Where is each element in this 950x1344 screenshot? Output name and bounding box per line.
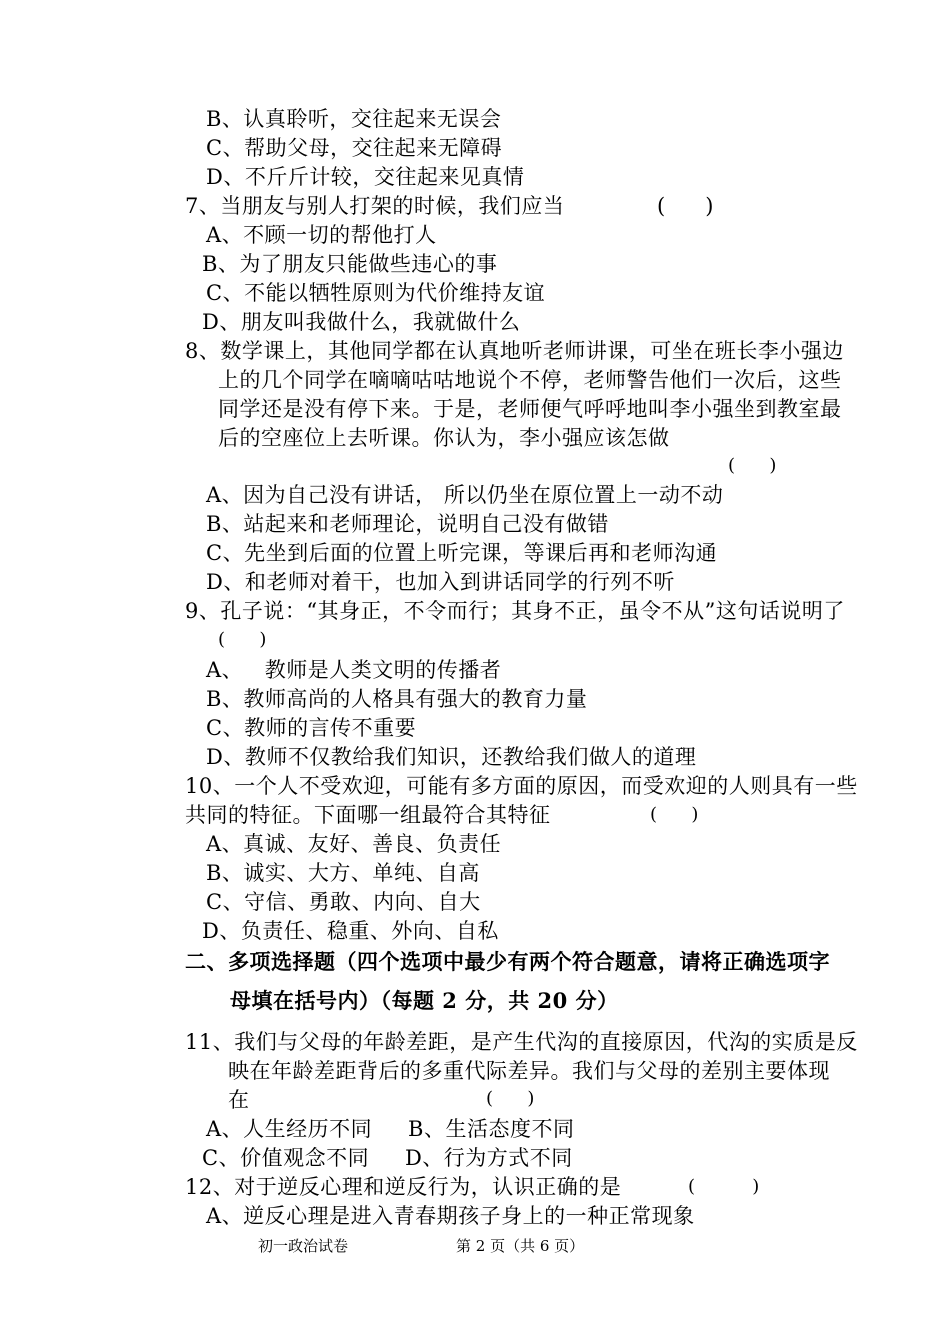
q8-stem-line1: 8、数学课上，其他同学都在认真地听老师讲课，可坐在班长李小强边 (185, 339, 844, 363)
q12-answer-blank: ( ) (688, 1176, 760, 1197)
footer-exam-title: 初一政治试卷 (258, 1237, 349, 1255)
q12-option-a: A、逆反心理是进入青春期孩子身上的一种正常现象 (206, 1204, 695, 1228)
footer-page-number: 第 2 页（共 6 页） (456, 1237, 585, 1255)
q10-option-c: C、守信、勇敢、内向、自大 (206, 890, 481, 914)
q11-answer-blank: ( ) (486, 1088, 535, 1109)
q6-option-b: B、认真聆听，交往起来无误会 (206, 107, 502, 131)
q11-stem-line2: 映在年龄差距背后的多重代际差异。我们与父母的差别主要体现 (228, 1059, 830, 1083)
q11-stem-line1: 11、我们与父母的年龄差距，是产生代沟的直接原因，代沟的实质是反 (185, 1030, 858, 1054)
q8-option-a: A、因为自己没有讲话， 所以仍坐在原位置上一动不动 (206, 483, 724, 507)
q10-answer-blank: ( ) (650, 804, 699, 825)
q9-answer-blank: ( ) (218, 629, 267, 650)
q9-option-d: D、教师不仅教给我们知识，还教给我们做人的道理 (206, 745, 697, 769)
q6-option-c: C、帮助父母，交往起来无障碍 (206, 136, 503, 160)
q7-option-d: D、朋友叫我做什么，我就做什么 (202, 310, 521, 334)
q7-answer-blank: ( ) (657, 194, 714, 218)
section-2-heading-line2: 母填在括号内）（每题 2 分，共 20 分） (230, 988, 619, 1013)
q8-option-b: B、站起来和老师理论，说明自己没有做错 (206, 512, 609, 536)
q12-stem: 12、对于逆反心理和逆反行为，认识正确的是 (185, 1175, 622, 1199)
q8-stem-line4: 后的空座位上去听课。你认为，李小强应该怎做 (218, 426, 670, 450)
q8-option-c: C、先坐到后面的位置上听完课，等课后再和老师沟通 (206, 541, 718, 565)
q7-option-b: B、为了朋友只能做些违心的事 (202, 252, 498, 276)
q9-option-c: C、教师的言传不重要 (206, 716, 417, 740)
q9-stem: 9、孔子说：“其身正，不令而行；其身不正，虽令不从”这句话说明了 (185, 599, 845, 623)
q11-options-cd: C、价值观念不同 D、行为方式不同 (202, 1146, 573, 1170)
q10-stem-line1: 10、一个人不受欢迎，可能有多方面的原因，而受欢迎的人则具有一些 (185, 774, 858, 798)
q11-stem-line3: 在 (228, 1088, 250, 1112)
q9-option-a: A、 教师是人类文明的传播者 (206, 658, 502, 682)
q9-option-b: B、教师高尚的人格具有强大的教育力量 (206, 687, 588, 711)
q8-stem-line3: 同学还是没有停下来。于是，老师便气呼呼地叫李小强坐到教室最 (218, 397, 842, 421)
q8-option-d: D、和老师对着干，也加入到讲话同学的行列不听 (206, 570, 675, 594)
q8-answer-blank: ( ) (728, 455, 777, 476)
q7-option-a: A、不顾一切的帮他打人 (206, 223, 437, 247)
q10-option-d: D、负责任、稳重、外向、自私 (202, 919, 499, 943)
q7-option-c: C、不能以牺牲原则为代价维持友谊 (206, 281, 546, 305)
q7-stem: 7、当朋友与别人打架的时候，我们应当 (185, 194, 565, 218)
q8-stem-line2: 上的几个同学在嘀嘀咕咕地说个不停，老师警告他们一次后，这些 (218, 368, 842, 392)
q10-stem-line2: 共同的特征。下面哪一组最符合其特征 (185, 803, 551, 827)
q6-option-d: D、不斤斤计较，交往起来见真情 (206, 165, 525, 189)
section-2-heading-line1: 二、多项选择题（四个选项中最少有两个符合题意，请将正确选项字 (185, 949, 830, 974)
q10-option-a: A、真诚、友好、善良、负责任 (206, 832, 502, 856)
q10-option-b: B、诚实、大方、单纯、自高 (206, 861, 480, 885)
q11-options-ab: A、人生经历不同 B、生活态度不同 (206, 1117, 575, 1141)
